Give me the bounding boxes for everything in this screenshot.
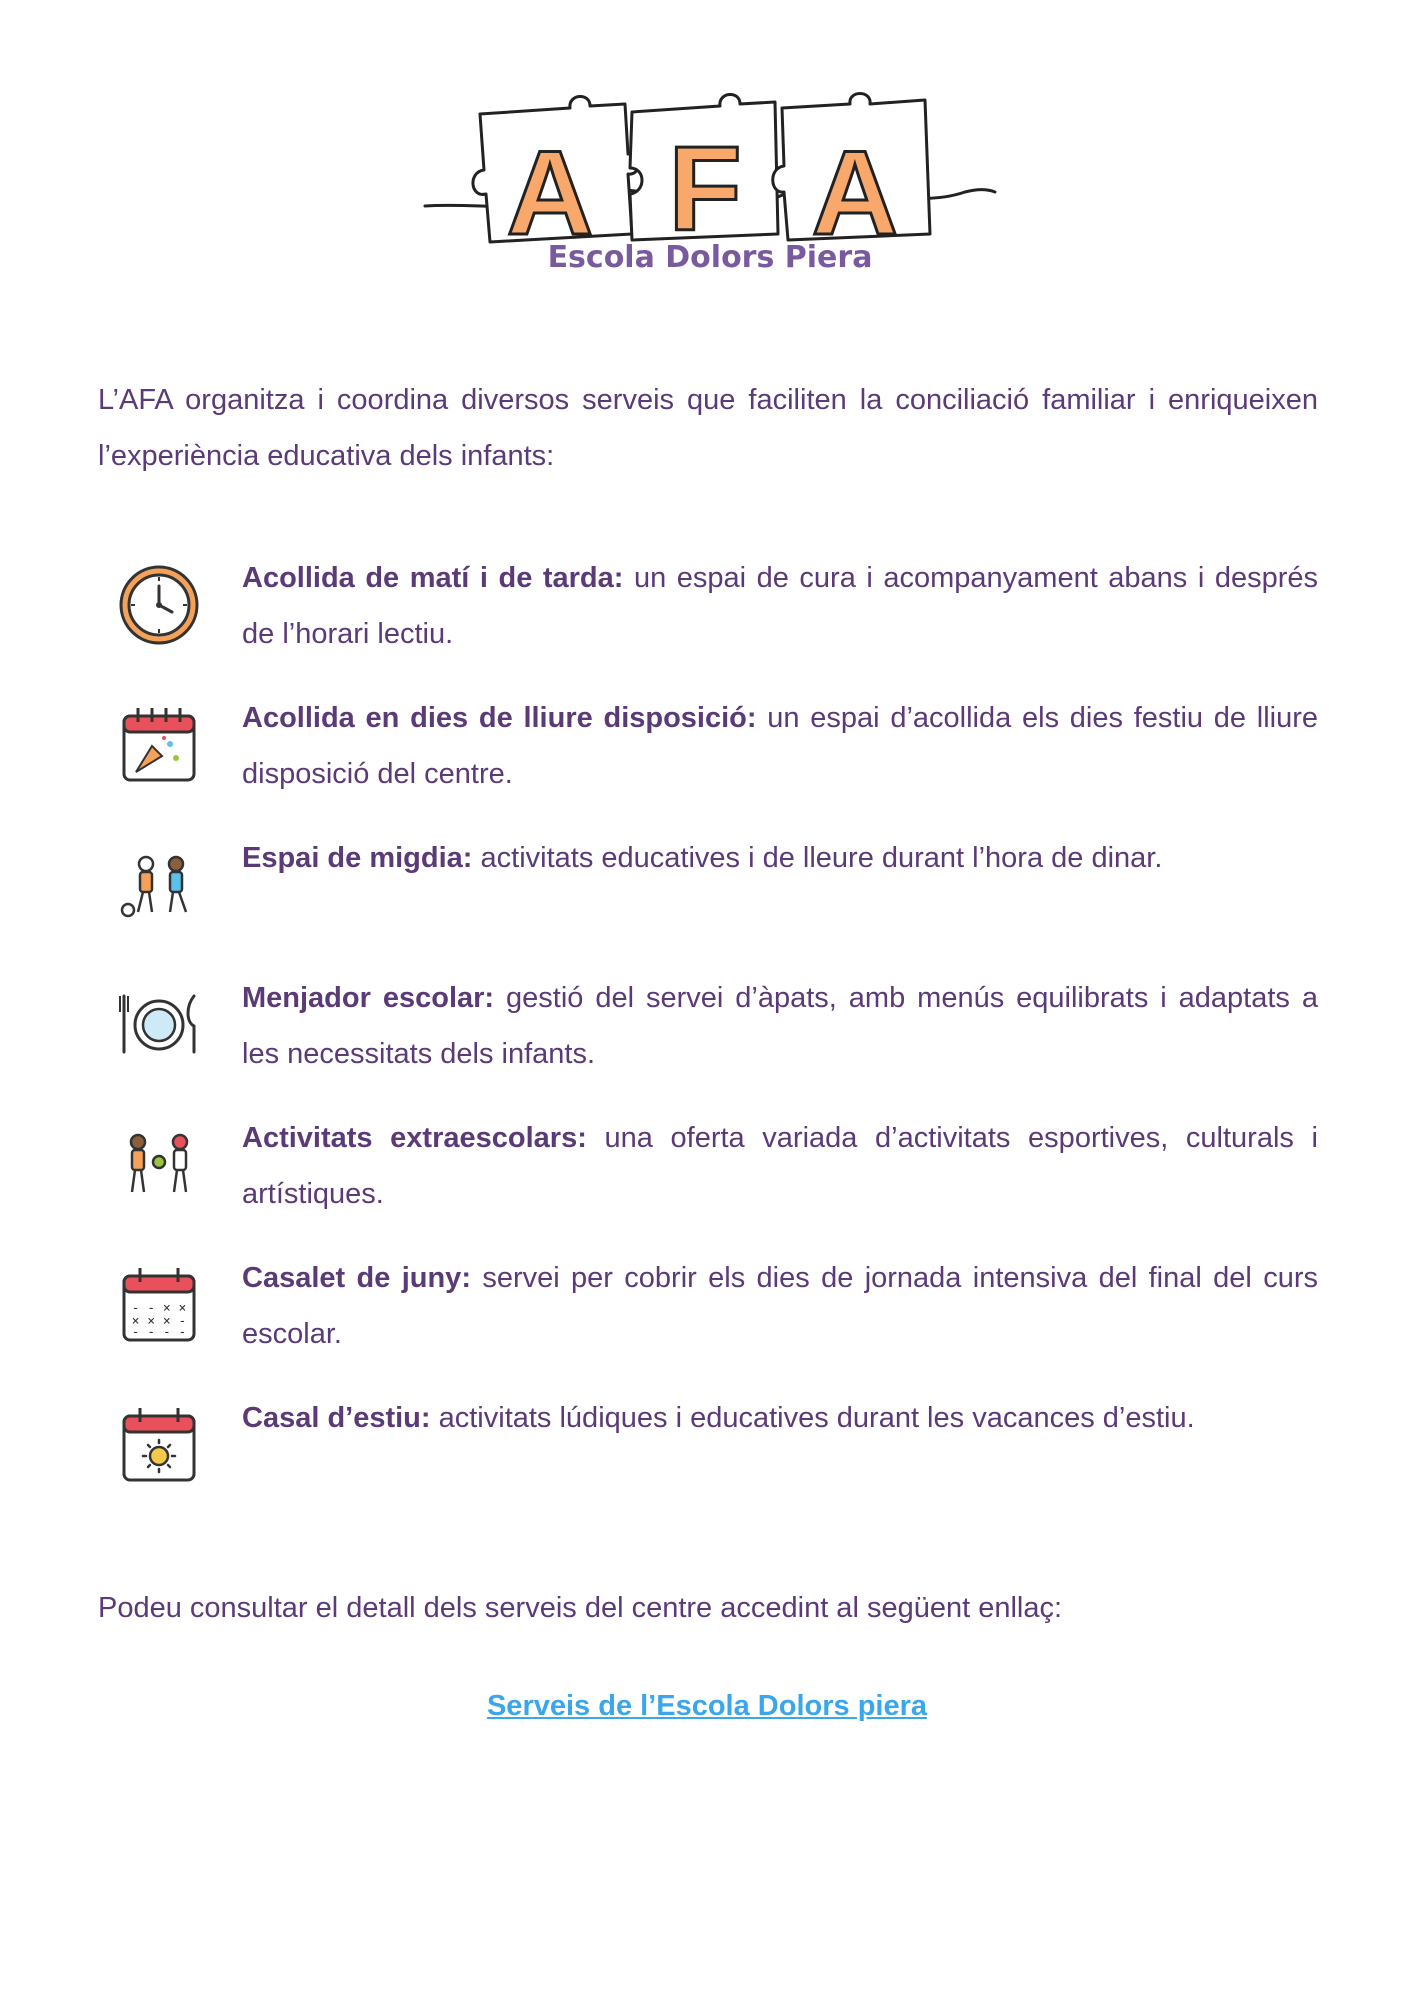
service-item (98, 970, 1318, 1090)
service-title: Casalet de juny: (242, 1262, 471, 1294)
service-item (98, 1390, 1318, 1510)
puzzle-logo-graphic (420, 84, 1000, 294)
calendar-sun-icon (116, 1402, 202, 1488)
service-text (242, 970, 1318, 1082)
logo-letter-a1: A (506, 126, 594, 260)
logo-letter-f: F (668, 122, 742, 256)
closing-paragraph: Podeu consultar el detall dels serveis del centre accedint al següent enllaç: (98, 1592, 1063, 1624)
service-title: Casal d’estiu: (242, 1402, 431, 1434)
service-title: Acollida de matí i de tarda: (242, 562, 624, 594)
service-title: Espai de migdia: (242, 842, 473, 874)
services-link[interactable]: Serveis de l’Escola Dolors piera (486, 1690, 928, 1722)
kids-ball-icon (116, 1122, 202, 1208)
clock-icon (116, 562, 202, 648)
service-description: gestió del servei d’àpats, amb menús equilibrats i adaptats a les necessitats dels infants. (242, 982, 1318, 1070)
plate-cutlery-icon (116, 982, 202, 1068)
service-title: Activitats extraescolars: (242, 1122, 587, 1154)
service-description: un espai de cura i acompanyament abans i després de l’horari lectiu. (242, 562, 1318, 650)
children-playing-icon (116, 842, 202, 928)
calendar-crossed-icon (116, 1262, 202, 1348)
service-title: Acollida en dies de lliure disposició: (242, 702, 757, 734)
service-title: Menjador escolar: (242, 982, 495, 1014)
service-description: activitats educatives i de lleure durant l’hora de dinar. (472, 842, 1163, 874)
svg-text:- - × ×: - - × × (131, 1301, 187, 1316)
service-text (242, 1250, 1318, 1362)
intro-paragraph: L’AFA organitza i coordina diversos serveis que faciliten la conciliació familiar i enriqueixen l’experiència educativa dels infants: (98, 384, 1318, 472)
svg-text:- - - -: - - - - (131, 1325, 187, 1340)
services-link-container (0, 1690, 1414, 1723)
calendar-confetti-icon (116, 702, 202, 788)
service-text (242, 1110, 1318, 1222)
service-text (242, 550, 1318, 662)
service-text (242, 830, 1318, 886)
service-text (242, 1390, 1318, 1446)
service-text (242, 690, 1318, 802)
svg-text:× × × -: × × × - (131, 1314, 187, 1329)
afa-logo (420, 84, 1000, 294)
service-item (98, 830, 1318, 950)
service-item (98, 550, 1318, 670)
service-description: una oferta variada d’activitats esportives, culturals i artístiques. (242, 1122, 1318, 1210)
service-item (98, 1250, 1318, 1370)
service-item (98, 690, 1318, 810)
service-description: un espai d’acollida els dies festiu de lliure disposició del centre. (242, 702, 1319, 790)
logo-subtitle: Escola Dolors Piera (547, 240, 873, 275)
service-item (98, 1110, 1318, 1230)
service-description: activitats lúdiques i educatives durant les vacances d’estiu. (430, 1402, 1195, 1434)
logo-letter-a2: A (811, 126, 899, 260)
service-description: servei per cobrir els dies de jornada intensiva del final del curs escolar. (242, 1262, 1318, 1350)
